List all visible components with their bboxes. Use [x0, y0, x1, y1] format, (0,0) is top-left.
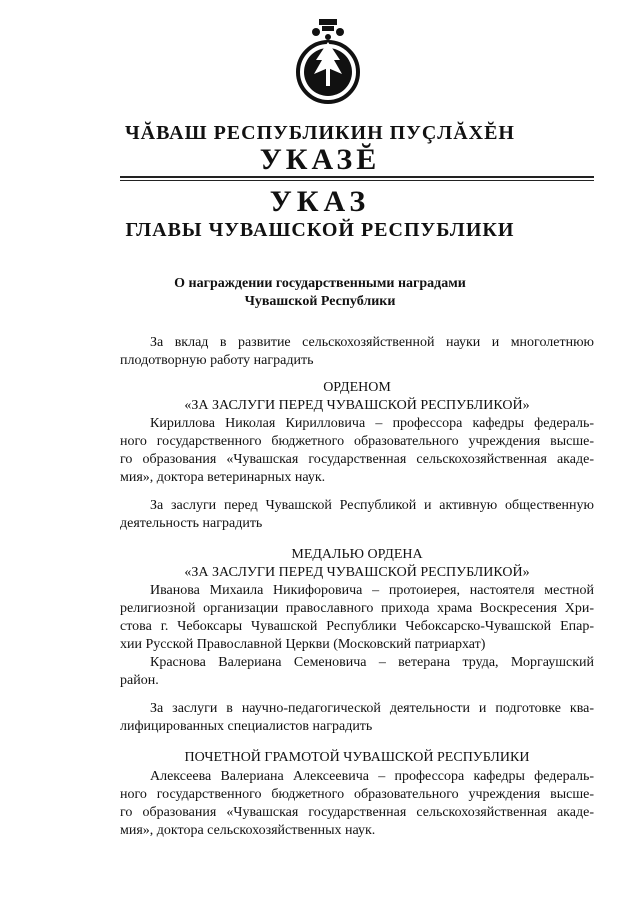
section-2-intro [120, 497, 594, 533]
section-1-intro [120, 334, 594, 370]
text-line: Алексеева Валериана Алексеевича – профессора кафедры федераль- [150, 769, 594, 784]
section-1-recipient-1 [120, 415, 594, 487]
award-line: ПОЧЕТНОЙ ГРАМОТОЙ ЧУВАШСКОЙ РЕСПУБЛИКИ [184, 750, 530, 765]
award-line: ОРДЕНОМ [323, 380, 391, 395]
text-line: лифицированных специалистов наградить [120, 719, 373, 734]
text-line: За заслуги в научно-педагогической деятельности и подготовке ква- [150, 701, 594, 716]
text-line: мия», доктора ветеринарных наук. [120, 470, 326, 485]
text-line: За вклад в развитие сельскохозяйственной науки и многолетнюю [150, 335, 594, 350]
decree-subject [0, 275, 640, 311]
text-line: ного государственного бюджетного образовательного учреждения высше- [120, 787, 594, 802]
text-line: го образования «Чувашская государственная сельскохозяйственная акаде- [120, 805, 594, 820]
text-line: деятельность наградить [120, 516, 263, 531]
section-2-award [120, 546, 594, 582]
section-2-recipient-2 [120, 654, 594, 690]
russian-decree-title: УКАЗ [269, 185, 371, 218]
subject-line: О награждении государственными наградами [174, 276, 466, 291]
text-line: стова г. Чебоксары Чувашской Республики Чебоксарско-Чувашской Епар- [120, 619, 594, 634]
text-line: За заслуги перед Чувашской Республикой и активную общественную [150, 498, 594, 513]
russian-header-line: ГЛАВЫ ЧУВАШСКОЙ РЕСПУБЛИКИ [125, 219, 515, 241]
text-line: хии Русской Православной Церкви (Московский патриархат) [120, 637, 486, 652]
text-line: Краснова Валериана Семеновича – ветерана труда, Моргаушский [150, 655, 594, 670]
header-divider-thin [120, 180, 594, 181]
section-2-recipient-1 [120, 582, 594, 654]
subject-line: Чувашской Республики [244, 294, 396, 309]
text-line: мия», доктора сельскохозяйственных наук. [120, 823, 376, 838]
text-line: плодотворную работу наградить [120, 353, 314, 368]
section-1-award [120, 379, 594, 415]
chuvash-decree-title: УКАЗĔ [259, 143, 381, 176]
text-line: Иванова Михаила Никифоровича – протоиерея, настоятеля местной [150, 583, 594, 598]
coat-of-arms-emblem [292, 16, 364, 106]
text-line: район. [120, 673, 159, 688]
section-3-intro [120, 700, 594, 736]
header-divider-thick [120, 176, 594, 178]
award-line: «ЗА ЗАСЛУГИ ПЕРЕД ЧУВАШСКОЙ РЕСПУБЛИКОЙ» [184, 398, 530, 413]
text-line: религиозной организации православного прихода храма Воскресения Хри- [120, 601, 594, 616]
text-line: ного государственного бюджетного образовательного учреждения высше- [120, 434, 594, 449]
text-line: Кириллова Николая Кирилловича – профессора кафедры федераль- [150, 416, 594, 431]
award-line: МЕДАЛЬЮ ОРДЕНА [291, 547, 423, 562]
chuvash-header-line: ЧĂВАШ РЕСПУБЛИКИН ПУÇЛĂХĔН [124, 122, 515, 144]
award-line: «ЗА ЗАСЛУГИ ПЕРЕД ЧУВАШСКОЙ РЕСПУБЛИКОЙ» [184, 565, 530, 580]
section-3-recipient-1 [120, 768, 594, 840]
section-3-award [120, 749, 594, 767]
text-line: го образования «Чувашская государственная сельскохозяйственная акаде- [120, 452, 594, 467]
